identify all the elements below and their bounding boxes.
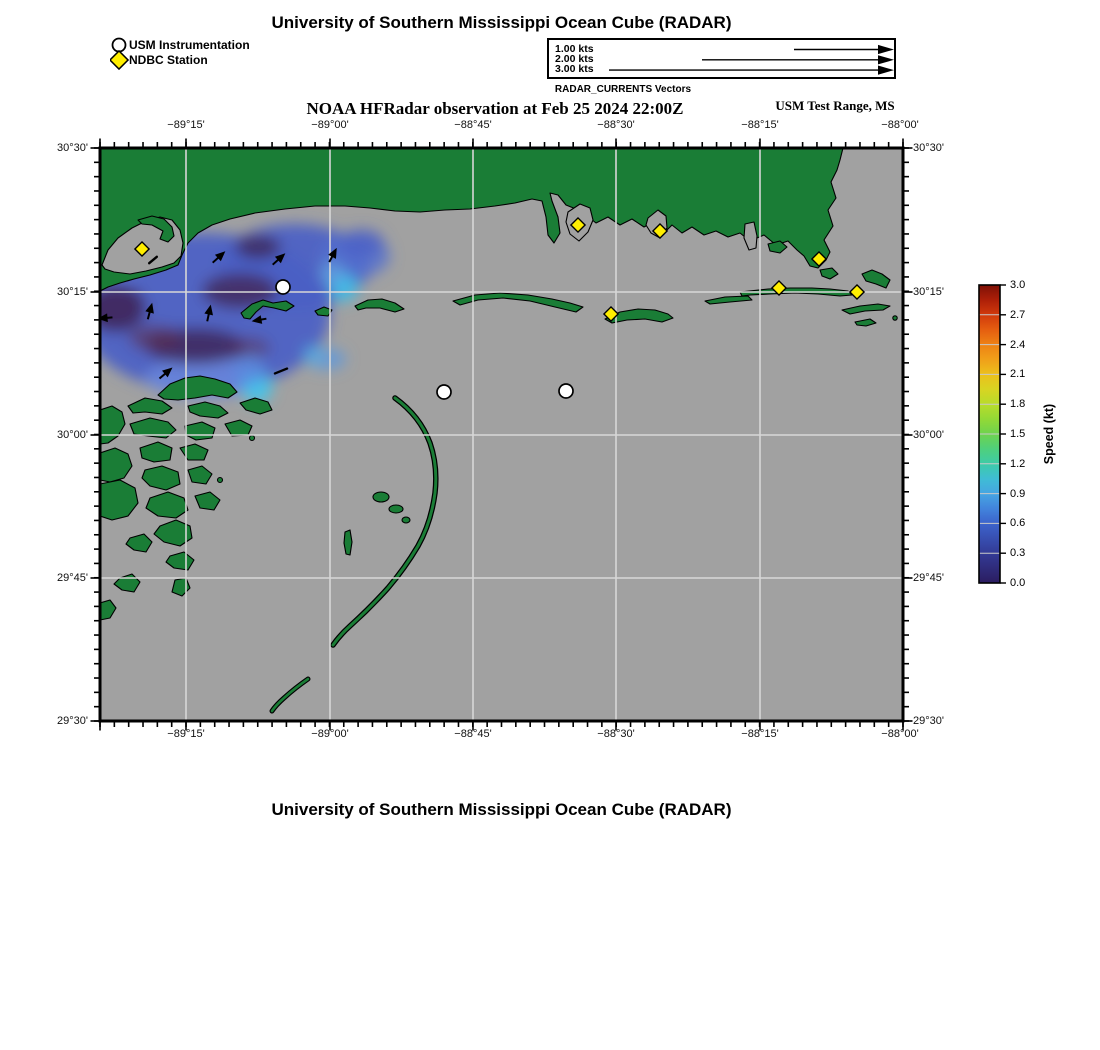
x-axis-label-bottom: −89°00' [311, 728, 349, 740]
usm-instrumentation-circle-icon [559, 384, 573, 398]
colorbar-tick-label: 0.3 [1010, 547, 1026, 560]
legend-icons [110, 36, 130, 72]
x-axis-label-top: −88°15' [741, 119, 779, 131]
colorbar-tick-label: 0.0 [1010, 577, 1026, 589]
y-axis-label-left: 29°45' [57, 572, 88, 584]
x-axis-label-top: −89°15' [167, 119, 205, 131]
observation-subtitle: NOAA HFRadar observation at Feb 25 2024 22:00Z [306, 99, 684, 118]
y-axis-label-right: 30°30' [913, 142, 944, 154]
colorbar-tick-label: 0.6 [1010, 517, 1026, 530]
y-axis-label-right: 29°30' [913, 715, 944, 727]
islet [389, 505, 403, 513]
usm-circle-icon [113, 39, 126, 52]
x-axis-label-top: −88°00' [881, 119, 919, 131]
ndbc-diamond-icon [110, 51, 128, 69]
colorbar-tick-label: 1.8 [1010, 398, 1026, 411]
colorbar-tick-label: 3.0 [1010, 279, 1026, 291]
usm-instrumentation-circle-icon [276, 280, 290, 294]
x-axis-label-bottom: −88°00' [881, 728, 919, 740]
legend-usm-label: USM Instrumentation [129, 38, 250, 52]
colorbar-tick-label: 1.2 [1010, 457, 1026, 470]
x-axis-label-top: −89°00' [311, 119, 349, 131]
islet [344, 530, 352, 555]
page-title: University of Southern Mississippi Ocean Cube (RADAR) [271, 13, 732, 32]
vector-scale-box [547, 38, 896, 79]
x-axis-label-top: −88°30' [597, 119, 635, 131]
vector-scale-caption: RADAR_CURRENTS Vectors [554, 84, 692, 95]
x-axis-label-bottom: −88°30' [597, 728, 635, 740]
colorbar-axis-label: Speed (kt) [1042, 403, 1056, 465]
y-axis-label-right: 30°00' [913, 429, 944, 441]
region-label: USM Test Range, MS [775, 98, 895, 113]
islet [893, 316, 897, 320]
footer-title: University of Southern Mississippi Ocean Cube (RADAR) [271, 800, 732, 819]
colorbar-tick-label: 0.9 [1010, 487, 1026, 500]
vector-scale-row-label: 1.00 kts [555, 42, 594, 55]
colorbar-tick-label: 2.7 [1010, 308, 1026, 321]
y-axis-label-left: 30°15' [57, 286, 88, 298]
islet [402, 517, 410, 523]
y-axis-label-right: 29°45' [913, 572, 944, 584]
y-axis-label-left: 29°30' [57, 715, 88, 727]
y-axis-label-left: 30°00' [57, 429, 88, 441]
y-axis-label-right: 30°15' [913, 286, 944, 298]
x-axis-label-top: −88°45' [454, 119, 492, 131]
y-axis-label-left: 30°30' [57, 142, 88, 154]
x-axis-label-bottom: −89°15' [167, 728, 205, 740]
legend-ndbc-label: NDBC Station [129, 53, 208, 67]
colorbar-tick-label: 1.5 [1010, 428, 1026, 440]
vector-scale-row-label: 2.00 kts [555, 52, 594, 65]
usm-instrumentation-circle-icon [437, 385, 451, 399]
vector-scale-row-label: 3.00 kts [555, 63, 594, 76]
islet [373, 492, 389, 502]
colorbar-tick-label: 2.4 [1010, 338, 1026, 351]
x-axis-label-bottom: −88°45' [454, 728, 492, 740]
vector-scale-arrows [549, 40, 894, 77]
map [100, 148, 903, 721]
x-axis-label-bottom: −88°15' [741, 728, 779, 740]
colorbar-tick-label: 2.1 [1010, 368, 1026, 381]
